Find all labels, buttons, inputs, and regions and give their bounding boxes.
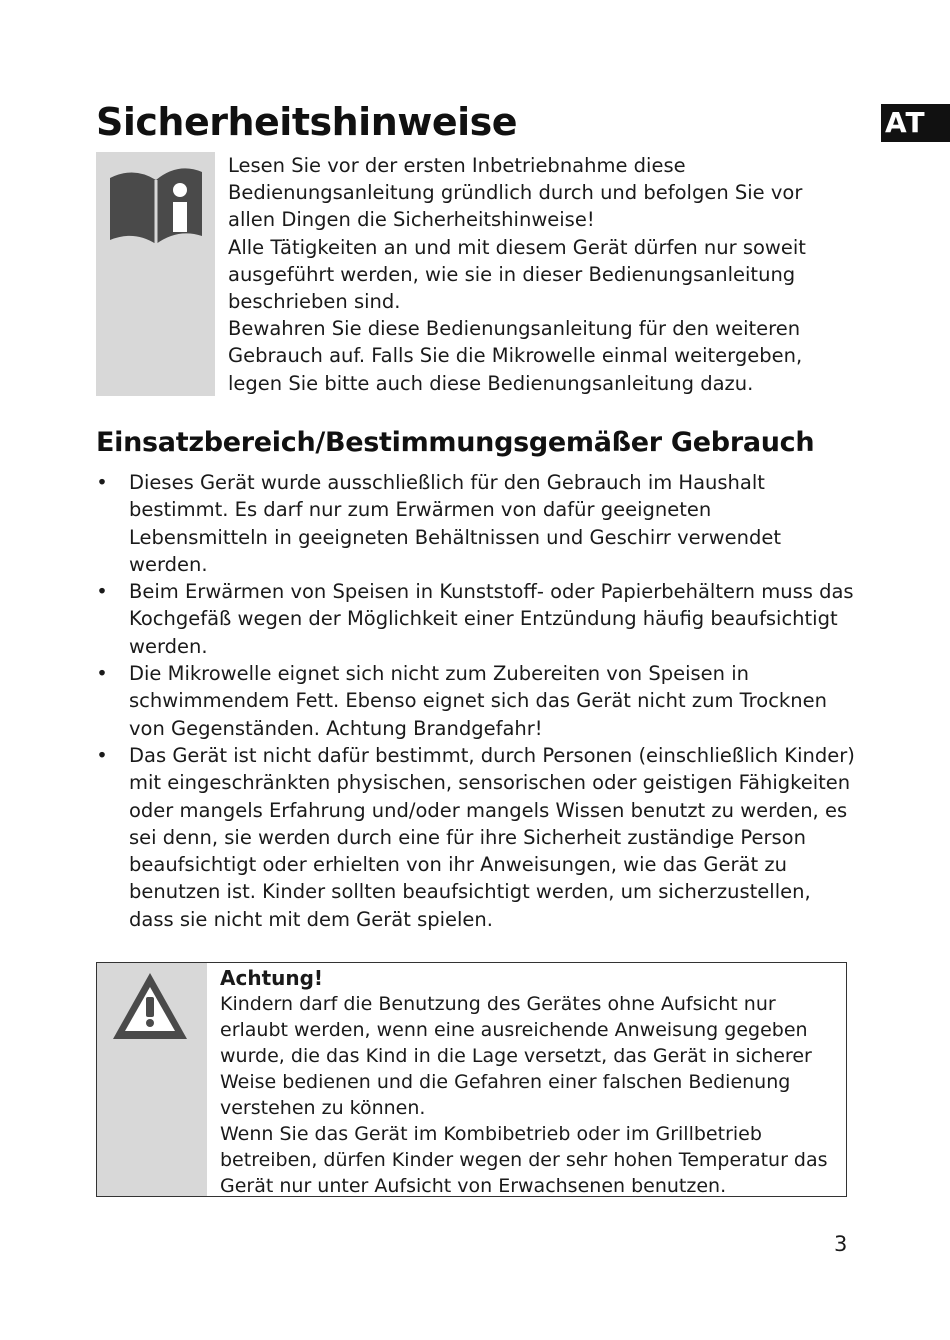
intro-paragraph: Alle Tätigkeiten an und mit diesem Gerät dürfen nur soweit ausgeführt werden, wie sie in dieser Bedienungsanleitung beschrieben sind. [228, 235, 806, 314]
warning-text [220, 965, 835, 1199]
list-item [96, 578, 856, 660]
list-item-text: Beim Erwärmen von Speisen in Kunststoff- oder Papierbehältern muss das Kochgefäß wegen der Möglichkeit einer Entzündung häufig beaufsichtigt werden. [129, 580, 854, 658]
list-item-text: Dieses Gerät wurde ausschließlich für den Gebrauch im Haushalt bestimmt. Es darf nur zum Erwärmen von dafür geeigneten Lebensmitteln in geeigneten Behältnissen und Geschirr verwendet werden. [129, 471, 782, 576]
intro-paragraph: Bewahren Sie diese Bedienungsanleitung für den weiteren Gebrauch auf. Falls Sie die Mikrowelle einmal weitergeben, legen Sie bitte auch diese Bedienungsanleitung dazu. [228, 317, 803, 395]
page-number: 3 [834, 1232, 848, 1256]
section-heading: Einsatzbereich/Bestimmungsgemäßer Gebrauch [96, 427, 815, 458]
intro-paragraph: Lesen Sie vor der ersten Inbetriebnahme diese Bedienungsanleitung gründlich durch und befolgen Sie vor allen Dingen die Sicherheitshinweise! [228, 154, 803, 232]
bullet-icon: • [96, 471, 108, 494]
list-item-text: Das Gerät ist nicht dafür bestimmt, durch Personen (einschließlich Kinder) mit eingeschränkten physischen, sensorischen oder geistigen Fähigkeiten oder mangels Erfahrung und/oder mangels Wissen benutzt zu werden, es sei denn, sie werden durch eine für ihre Sicherheit zuständige Person beaufsichtigt oder erhielten von ihr Anweisungen, wie das Gerät zu benutzen ist. Kinder sollten beaufsichtigt werden, um sicherzustellen, dass sie nicht mit dem Gerät spielen. [129, 743, 855, 931]
list-item-text: Die Mikrowelle eignet sich nicht zum Zubereiten von Speisen in schwimmendem Fett. Ebenso eignet sich das Gerät nicht zum Trocknen von Gegenständen. Achtung Brandgefahr! [129, 662, 827, 740]
list-item [96, 469, 856, 578]
bullet-icon: • [96, 662, 108, 686]
warning-paragraph: Kindern darf die Benutzung des Gerätes ohne Aufsicht nur erlaubt werden, wenn eine ausreichende Anweisung gegeben wurde, die das Kind in die Lage versetzt, das Gerät in sicherer Weise bedienen und die Gefahren einer falschen Bedienung verstehen zu können. [220, 993, 812, 1119]
usage-bullet-list [96, 469, 856, 933]
warning-box [96, 962, 847, 1197]
intro-text [228, 152, 838, 397]
list-item [96, 742, 856, 933]
info-icon-panel [96, 152, 215, 396]
bullet-icon: • [96, 743, 108, 767]
info-book-icon [106, 158, 206, 253]
warning-icon-panel [97, 963, 207, 1196]
warning-paragraph: Wenn Sie das Gerät im Kombibetrieb oder im Grillbetrieb betreiben, dürfen Kinder wegen der sehr hohen Temperatur das Gerät nur unter Aufsicht von Erwachsenen benutzen. [220, 1123, 828, 1197]
page-title: Sicherheitshinweise [96, 100, 518, 144]
language-tab: AT [881, 104, 950, 142]
bullet-icon: • [96, 580, 108, 604]
warning-triangle-icon [109, 967, 191, 1047]
warning-title: Achtung! [220, 966, 324, 990]
list-item [96, 660, 856, 742]
